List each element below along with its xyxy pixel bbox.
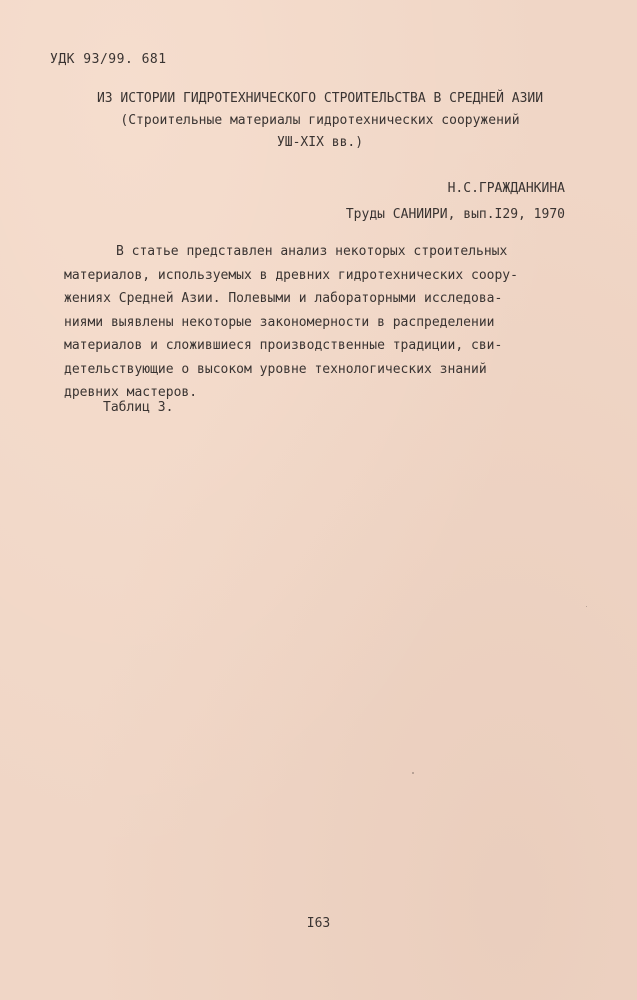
page-number: I63 xyxy=(306,916,331,931)
abstract-text xyxy=(64,240,574,405)
abstract-line: В статье представлен анализ некоторых строительных xyxy=(116,244,508,259)
paper-speck xyxy=(412,772,414,774)
title-period: УШ-XIX вв.) xyxy=(276,135,364,150)
publication-source: Труды САНИИРИ, вып.I29, 1970 xyxy=(345,207,565,222)
tables-count: Таблиц 3. xyxy=(103,400,174,415)
abstract-line: жениях Средней Азии. Полевыми и лабораторными исследова- xyxy=(64,291,503,306)
abstract-line: материалов, используемых в древних гидротехнических соору- xyxy=(64,267,518,283)
udc-code: УДК 93/99. 681 xyxy=(50,52,167,67)
title-main: ИЗ ИСТОРИИ ГИДРОТЕХНИЧЕСКОГО СТРОИТЕЛЬСТВА В СРЕДНЕЙ АЗИИ xyxy=(96,91,544,106)
author-info xyxy=(346,176,565,228)
abstract-line: древних мастеров. xyxy=(64,385,198,400)
article-title xyxy=(40,88,600,154)
abstract-line: ниями выявлены некоторые закономерности в распределении xyxy=(64,314,495,330)
abstract-line: детельствующие о высоком уровне технологических знаний xyxy=(64,361,487,377)
abstract-line: материалов и сложившиеся производственные традиции, сви- xyxy=(64,338,503,353)
title-subtitle: (Строительные материалы гидротехнических сооружений xyxy=(120,113,520,128)
author-name: Н.С.ГРАЖДАНКИНА xyxy=(447,181,565,196)
paper-speck xyxy=(586,606,587,607)
